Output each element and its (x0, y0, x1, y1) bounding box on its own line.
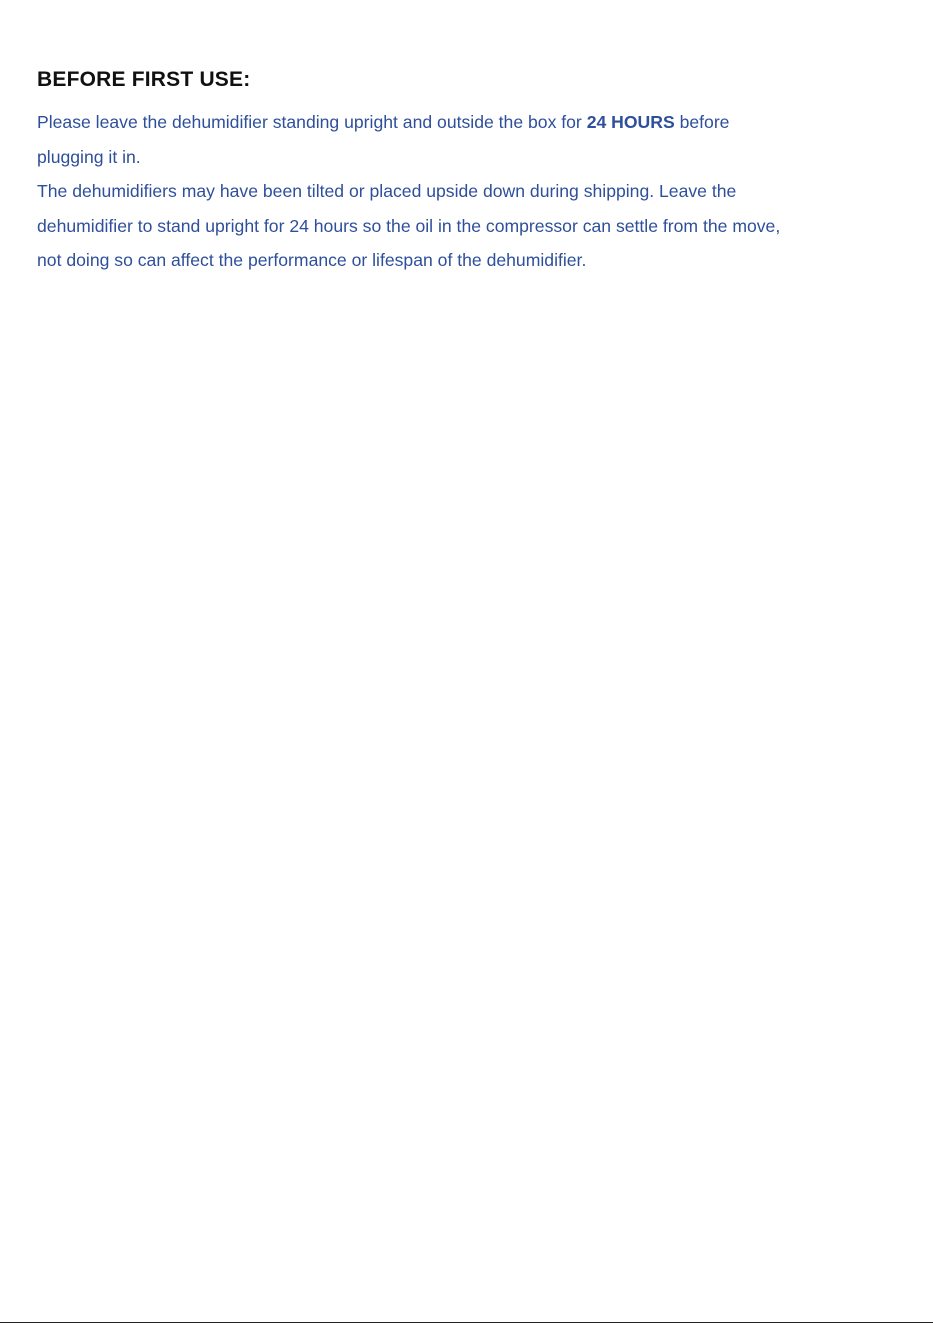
instruction-text (37, 105, 907, 278)
section-heading: BEFORE FIRST USE: (37, 68, 251, 91)
text-segment: Please leave the dehumidifier standing upright and outside the box for (37, 112, 587, 132)
paragraph-1-line-2: plugging it in. (37, 146, 141, 167)
emphasis-24-hours: 24 HOURS (586, 112, 675, 132)
paragraph-2-line-1: The dehumidifiers may have been tilted or placed upside down during shipping. Leave the (37, 181, 737, 201)
page-bottom-divider (0, 1322, 933, 1323)
text-segment: before (674, 112, 730, 132)
paragraph-2-line-2: dehumidifier to stand upright for 24 hours so the oil in the compressor can settle from the move, (37, 215, 781, 236)
paragraph-unpack-wait (37, 105, 907, 174)
paragraph-1-line-1 (37, 105, 907, 140)
paragraph-shipping-note (37, 174, 907, 278)
paragraph-2-line-3: not doing so can affect the performance or lifespan of the dehumidifier. (37, 250, 587, 270)
